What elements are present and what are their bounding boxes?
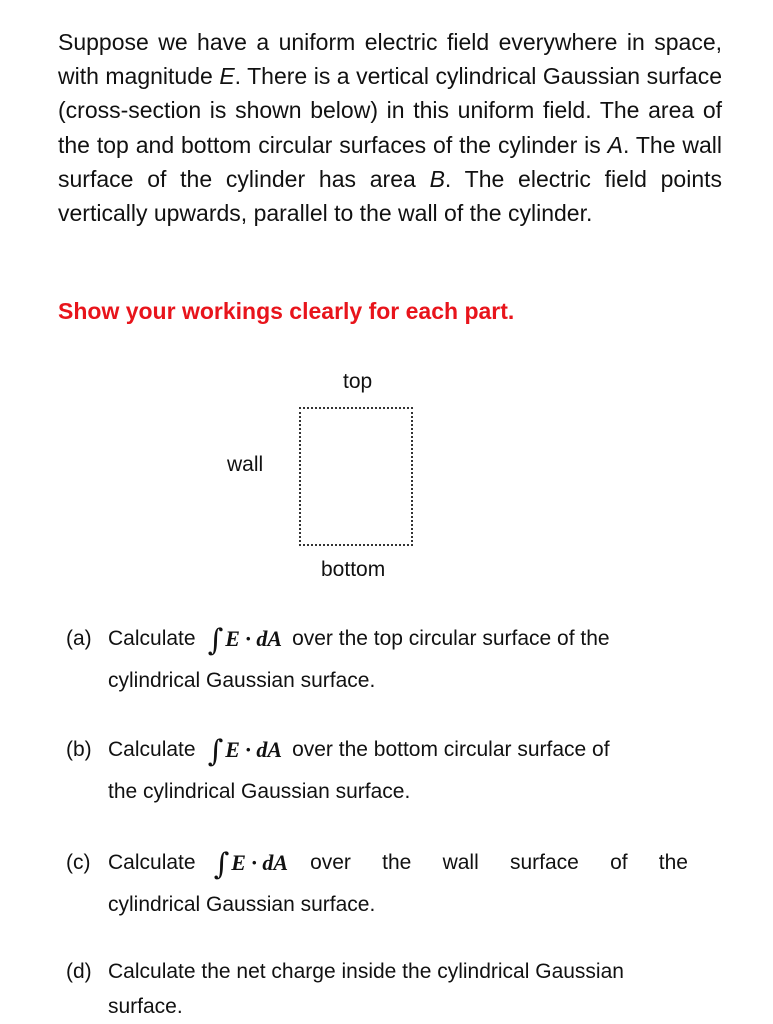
question-a-line2: cylindrical Gaussian surface. <box>108 669 376 692</box>
question-c-word: surface <box>509 851 579 874</box>
question-b-verb: Calculate <box>108 738 196 761</box>
problem-statement <box>58 25 722 230</box>
intro-text-1: Suppose we have a uniform electric field everywhere in space, with magnitude <box>58 29 722 90</box>
integral-expression <box>208 733 283 768</box>
cylinder-cross-section <box>299 407 413 546</box>
symbol-A: A <box>607 131 623 158</box>
question-d-letter: (d) <box>66 960 92 983</box>
question-c <box>66 841 688 925</box>
question-d-line1: Calculate the net charge inside the cylindrical Gaussian <box>108 960 624 983</box>
label-bottom: bottom <box>321 558 386 581</box>
question-a-verb: Calculate <box>108 627 196 650</box>
intro-text-4: . The electric field points vertically upwards, parallel to the wall of the cylinder. <box>58 165 722 227</box>
question-d <box>66 952 706 1022</box>
integrand: E · dA <box>225 626 283 651</box>
question-a-line1: over the top circular surface of the <box>292 627 610 650</box>
symbol-B: B <box>429 165 445 192</box>
question-d-line2: surface. <box>108 995 183 1018</box>
integral-sign: ∫ <box>207 622 224 658</box>
instruction-text: Show your workings clearly for each part. <box>58 298 515 324</box>
integrand: E · dA <box>225 737 283 762</box>
question-a-letter: (a) <box>66 627 92 650</box>
integral-sign: ∫ <box>213 846 230 882</box>
question-b-line2: the cylindrical Gaussian surface. <box>108 780 411 803</box>
question-c-letter: (c) <box>66 851 91 874</box>
question-c-line1 <box>310 851 688 875</box>
question-c-verb: Calculate <box>108 851 196 874</box>
symbol-E: E <box>219 63 235 90</box>
integrand: E · dA <box>231 850 289 875</box>
label-top: top <box>343 370 373 393</box>
question-c-word: the <box>658 851 688 874</box>
question-c-word: of <box>610 851 628 874</box>
question-c-word: over <box>310 851 351 874</box>
label-wall: wall <box>227 453 264 476</box>
integral-expression <box>208 622 283 657</box>
question-b <box>66 728 706 812</box>
question-c-word: the <box>382 851 412 874</box>
intro-text-2: . There is a vertical cylindrical Gaussian surface (cross-section is shown below) in this uniform field. The area of the top and bottom circular surfaces of the cylinder is <box>58 63 723 158</box>
question-c-word: wall <box>442 851 479 874</box>
integral-expression <box>214 846 289 881</box>
integral-sign: ∫ <box>207 733 224 769</box>
question-a <box>66 617 706 701</box>
question-c-line2: cylindrical Gaussian surface. <box>108 893 376 916</box>
intro-text-3: . The wall surface of the cylinder has area <box>58 131 722 192</box>
question-b-line1: over the bottom circular surface of <box>292 738 610 761</box>
question-b-letter: (b) <box>66 738 92 761</box>
